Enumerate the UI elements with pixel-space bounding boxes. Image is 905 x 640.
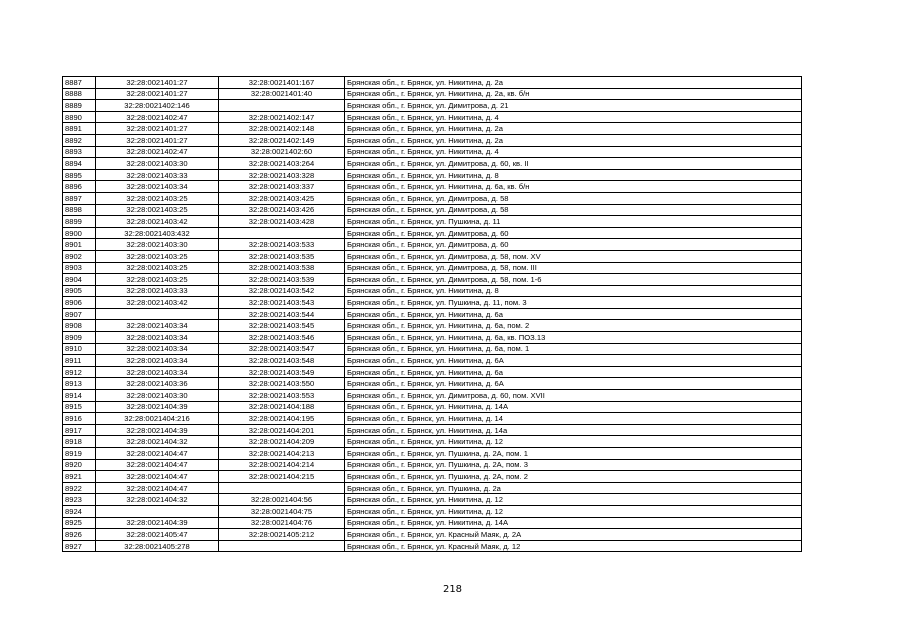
row-number-cell: 8897 <box>63 192 96 204</box>
table-row <box>63 413 802 425</box>
address-cell: Брянская обл., г. Брянск, ул. Димитрова, д. 60 <box>345 227 802 239</box>
table-row <box>63 100 802 112</box>
parent-cadastral-number-cell: 32:28:0021403:432 <box>96 227 219 239</box>
object-cadastral-number-cell: 32:28:0021404:213 <box>219 448 345 460</box>
object-cadastral-number-cell: 32:28:0021403:544 <box>219 308 345 320</box>
parent-cadastral-number-cell: 32:28:0021403:30 <box>96 390 219 402</box>
table-row <box>63 250 802 262</box>
object-cadastral-number-cell: 32:28:0021403:425 <box>219 192 345 204</box>
parent-cadastral-number-cell: 32:28:0021405:278 <box>96 540 219 552</box>
address-cell: Брянская обл., г. Брянск, ул. Димитрова, д. 58, пом. III <box>345 262 802 274</box>
address-cell: Брянская обл., г. Брянск, ул. Никитина, д. 8 <box>345 169 802 181</box>
parent-cadastral-number-cell: 32:28:0021403:34 <box>96 366 219 378</box>
object-cadastral-number-cell: 32:28:0021403:553 <box>219 390 345 402</box>
table-row <box>63 77 802 89</box>
parent-cadastral-number-cell: 32:28:0021403:34 <box>96 355 219 367</box>
address-cell: Брянская обл., г. Брянск, ул. Никитина, д. 6а, кв. б/н <box>345 181 802 193</box>
parent-cadastral-number-cell: 32:28:0021402:47 <box>96 146 219 158</box>
object-cadastral-number-cell: 32:28:0021403:550 <box>219 378 345 390</box>
address-cell: Брянская обл., г. Брянск, ул. Красный Маяк, д. 2А <box>345 529 802 541</box>
parent-cadastral-number-cell: 32:28:0021403:33 <box>96 169 219 181</box>
row-number-cell: 8903 <box>63 262 96 274</box>
object-cadastral-number-cell: 32:28:0021403:542 <box>219 285 345 297</box>
object-cadastral-number-cell: 32:28:0021403:264 <box>219 158 345 170</box>
object-cadastral-number-cell: 32:28:0021402:60 <box>219 146 345 158</box>
table-row <box>63 297 802 309</box>
address-cell: Брянская обл., г. Брянск, ул. Никитина, д. 6а, кв. ПОЗ.13 <box>345 332 802 344</box>
address-cell: Брянская обл., г. Брянск, ул. Димитрова, д. 21 <box>345 100 802 112</box>
table-row <box>63 494 802 506</box>
table-row <box>63 517 802 529</box>
row-number-cell: 8895 <box>63 169 96 181</box>
address-cell: Брянская обл., г. Брянск, ул. Никитина, д. 14а <box>345 424 802 436</box>
parent-cadastral-number-cell: 32:28:0021404:47 <box>96 471 219 483</box>
table-row <box>63 459 802 471</box>
address-cell: Брянская обл., г. Брянск, ул. Димитрова, д. 58 <box>345 204 802 216</box>
address-cell: Брянская обл., г. Брянск, ул. Никитина, д. 12 <box>345 494 802 506</box>
object-cadastral-number-cell: 32:28:0021402:148 <box>219 123 345 135</box>
table-row <box>63 158 802 170</box>
table-row <box>63 262 802 274</box>
address-cell: Брянская обл., г. Брянск, ул. Пушкина, д. 2А, пом. 2 <box>345 471 802 483</box>
parent-cadastral-number-cell: 32:28:0021402:146 <box>96 100 219 112</box>
parent-cadastral-number-cell: 32:28:0021403:36 <box>96 378 219 390</box>
table-row <box>63 111 802 123</box>
table-row <box>63 482 802 494</box>
table-row <box>63 204 802 216</box>
parent-cadastral-number-cell: 32:28:0021403:42 <box>96 297 219 309</box>
row-number-cell: 8889 <box>63 100 96 112</box>
row-number-cell: 8905 <box>63 285 96 297</box>
table-row <box>63 216 802 228</box>
parent-cadastral-number-cell <box>96 505 219 517</box>
parent-cadastral-number-cell: 32:28:0021404:32 <box>96 494 219 506</box>
table-row <box>63 181 802 193</box>
row-number-cell: 8915 <box>63 401 96 413</box>
row-number-cell: 8887 <box>63 77 96 89</box>
table-row <box>63 505 802 517</box>
object-cadastral-number-cell: 32:28:0021403:328 <box>219 169 345 181</box>
table-row <box>63 343 802 355</box>
row-number-cell: 8909 <box>63 332 96 344</box>
table-row <box>63 355 802 367</box>
object-cadastral-number-cell: 32:28:0021403:535 <box>219 250 345 262</box>
parent-cadastral-number-cell: 32:28:0021403:42 <box>96 216 219 228</box>
address-cell: Брянская обл., г. Брянск, ул. Пушкина, д. 2А, пом. 3 <box>345 459 802 471</box>
row-number-cell: 8917 <box>63 424 96 436</box>
row-number-cell: 8898 <box>63 204 96 216</box>
table-row <box>63 192 802 204</box>
row-number-cell: 8904 <box>63 274 96 286</box>
parent-cadastral-number-cell: 32:28:0021403:25 <box>96 204 219 216</box>
address-cell: Брянская обл., г. Брянск, ул. Никитина, д. 4 <box>345 146 802 158</box>
parent-cadastral-number-cell: 32:28:0021403:34 <box>96 181 219 193</box>
row-number-cell: 8890 <box>63 111 96 123</box>
address-cell: Брянская обл., г. Брянск, ул. Никитина, д. 2а, кв. б/н <box>345 88 802 100</box>
address-cell: Брянская обл., г. Брянск, ул. Пушкина, д. 2а <box>345 482 802 494</box>
table-row <box>63 540 802 552</box>
row-number-cell: 8899 <box>63 216 96 228</box>
parent-cadastral-number-cell: 32:28:0021404:39 <box>96 401 219 413</box>
object-cadastral-number-cell: 32:28:0021405:212 <box>219 529 345 541</box>
row-number-cell: 8907 <box>63 308 96 320</box>
address-cell: Брянская обл., г. Брянск, ул. Никитина, д. 14А <box>345 401 802 413</box>
row-number-cell: 8911 <box>63 355 96 367</box>
object-cadastral-number-cell <box>219 540 345 552</box>
registry-table <box>62 76 802 552</box>
table-row <box>63 134 802 146</box>
parent-cadastral-number-cell <box>96 308 219 320</box>
parent-cadastral-number-cell: 32:28:0021401:27 <box>96 88 219 100</box>
address-cell: Брянская обл., г. Брянск, ул. Димитрова, д. 58, пом. 1-6 <box>345 274 802 286</box>
row-number-cell: 8914 <box>63 390 96 402</box>
object-cadastral-number-cell: 32:28:0021404:56 <box>219 494 345 506</box>
row-number-cell: 8891 <box>63 123 96 135</box>
row-number-cell: 8924 <box>63 505 96 517</box>
table-row <box>63 332 802 344</box>
table-row <box>63 88 802 100</box>
row-number-cell: 8894 <box>63 158 96 170</box>
parent-cadastral-number-cell: 32:28:0021404:47 <box>96 482 219 494</box>
row-number-cell: 8900 <box>63 227 96 239</box>
parent-cadastral-number-cell: 32:28:0021405:47 <box>96 529 219 541</box>
object-cadastral-number-cell: 32:28:0021403:337 <box>219 181 345 193</box>
parent-cadastral-number-cell: 32:28:0021404:39 <box>96 424 219 436</box>
row-number-cell: 8925 <box>63 517 96 529</box>
table-row <box>63 436 802 448</box>
address-cell: Брянская обл., г. Брянск, ул. Никитина, д. 2а <box>345 77 802 89</box>
object-cadastral-number-cell <box>219 100 345 112</box>
address-cell: Брянская обл., г. Брянск, ул. Никитина, д. 8 <box>345 285 802 297</box>
page-number: 218 <box>442 584 463 595</box>
address-cell: Брянская обл., г. Брянск, ул. Никитина, д. 2а <box>345 123 802 135</box>
row-number-cell: 8919 <box>63 448 96 460</box>
table-row <box>63 471 802 483</box>
table-row <box>63 123 802 135</box>
row-number-cell: 8912 <box>63 366 96 378</box>
parent-cadastral-number-cell: 32:28:0021403:25 <box>96 274 219 286</box>
table-row <box>63 424 802 436</box>
row-number-cell: 8913 <box>63 378 96 390</box>
address-cell: Брянская обл., г. Брянск, ул. Никитина, д. 6А <box>345 355 802 367</box>
parent-cadastral-number-cell: 32:28:0021404:216 <box>96 413 219 425</box>
object-cadastral-number-cell: 32:28:0021403:539 <box>219 274 345 286</box>
parent-cadastral-number-cell: 32:28:0021401:27 <box>96 123 219 135</box>
object-cadastral-number-cell: 32:28:0021404:195 <box>219 413 345 425</box>
object-cadastral-number-cell <box>219 227 345 239</box>
parent-cadastral-number-cell: 32:28:0021404:47 <box>96 459 219 471</box>
table-row <box>63 274 802 286</box>
table-row <box>63 239 802 251</box>
parent-cadastral-number-cell: 32:28:0021401:27 <box>96 134 219 146</box>
address-cell: Брянская обл., г. Брянск, ул. Никитина, д. 14 <box>345 413 802 425</box>
object-cadastral-number-cell: 32:28:0021403:548 <box>219 355 345 367</box>
row-number-cell: 8921 <box>63 471 96 483</box>
parent-cadastral-number-cell: 32:28:0021403:34 <box>96 320 219 332</box>
row-number-cell: 8916 <box>63 413 96 425</box>
address-cell: Брянская обл., г. Брянск, ул. Никитина, д. 12 <box>345 436 802 448</box>
address-cell: Брянская обл., г. Брянск, ул. Никитина, д. 12 <box>345 505 802 517</box>
object-cadastral-number-cell: 32:28:0021403:426 <box>219 204 345 216</box>
table-row <box>63 529 802 541</box>
row-number-cell: 8927 <box>63 540 96 552</box>
table-row <box>63 378 802 390</box>
registry-table-body <box>63 77 802 552</box>
address-cell: Брянская обл., г. Брянск, ул. Красный Маяк, д. 12 <box>345 540 802 552</box>
address-cell: Брянская обл., г. Брянск, ул. Пушкина, д. 2А, пом. 1 <box>345 448 802 460</box>
parent-cadastral-number-cell: 32:28:0021403:25 <box>96 192 219 204</box>
object-cadastral-number-cell: 32:28:0021403:538 <box>219 262 345 274</box>
object-cadastral-number-cell: 32:28:0021403:547 <box>219 343 345 355</box>
object-cadastral-number-cell: 32:28:0021403:428 <box>219 216 345 228</box>
table-row <box>63 308 802 320</box>
object-cadastral-number-cell: 32:28:0021404:214 <box>219 459 345 471</box>
row-number-cell: 8922 <box>63 482 96 494</box>
address-cell: Брянская обл., г. Брянск, ул. Димитрова, д. 60 <box>345 239 802 251</box>
object-cadastral-number-cell <box>219 482 345 494</box>
object-cadastral-number-cell: 32:28:0021404:215 <box>219 471 345 483</box>
parent-cadastral-number-cell: 32:28:0021403:30 <box>96 239 219 251</box>
object-cadastral-number-cell: 32:28:0021403:545 <box>219 320 345 332</box>
row-number-cell: 8923 <box>63 494 96 506</box>
object-cadastral-number-cell: 32:28:0021402:149 <box>219 134 345 146</box>
table-row <box>63 227 802 239</box>
address-cell: Брянская обл., г. Брянск, ул. Димитрова, д. 60, кв. II <box>345 158 802 170</box>
row-number-cell: 8902 <box>63 250 96 262</box>
parent-cadastral-number-cell: 32:28:0021403:34 <box>96 332 219 344</box>
parent-cadastral-number-cell: 32:28:0021401:27 <box>96 77 219 89</box>
address-cell: Брянская обл., г. Брянск, ул. Пушкина, д. 11 <box>345 216 802 228</box>
row-number-cell: 8892 <box>63 134 96 146</box>
parent-cadastral-number-cell: 32:28:0021403:34 <box>96 343 219 355</box>
address-cell: Брянская обл., г. Брянск, ул. Никитина, д. 6а <box>345 366 802 378</box>
address-cell: Брянская обл., г. Брянск, ул. Никитина, д. 6а, пом. 2 <box>345 320 802 332</box>
address-cell: Брянская обл., г. Брянск, ул. Димитрова, д. 60, пом. XVII <box>345 390 802 402</box>
object-cadastral-number-cell: 32:28:0021404:76 <box>219 517 345 529</box>
address-cell: Брянская обл., г. Брянск, ул. Никитина, д. 6а, пом. 1 <box>345 343 802 355</box>
object-cadastral-number-cell: 32:28:0021404:188 <box>219 401 345 413</box>
parent-cadastral-number-cell: 32:28:0021404:39 <box>96 517 219 529</box>
table-row <box>63 320 802 332</box>
table-row <box>63 390 802 402</box>
address-cell: Брянская обл., г. Брянск, ул. Пушкина, д. 11, пом. 3 <box>345 297 802 309</box>
row-number-cell: 8908 <box>63 320 96 332</box>
parent-cadastral-number-cell: 32:28:0021403:30 <box>96 158 219 170</box>
parent-cadastral-number-cell: 32:28:0021403:33 <box>96 285 219 297</box>
row-number-cell: 8906 <box>63 297 96 309</box>
object-cadastral-number-cell: 32:28:0021404:201 <box>219 424 345 436</box>
row-number-cell: 8893 <box>63 146 96 158</box>
parent-cadastral-number-cell: 32:28:0021404:47 <box>96 448 219 460</box>
address-cell: Брянская обл., г. Брянск, ул. Никитина, д. 6А <box>345 378 802 390</box>
address-cell: Брянская обл., г. Брянск, ул. Никитина, д. 4 <box>345 111 802 123</box>
row-number-cell: 8926 <box>63 529 96 541</box>
table-row <box>63 146 802 158</box>
row-number-cell: 8888 <box>63 88 96 100</box>
parent-cadastral-number-cell: 32:28:0021403:25 <box>96 262 219 274</box>
object-cadastral-number-cell: 32:28:0021401:167 <box>219 77 345 89</box>
object-cadastral-number-cell: 32:28:0021403:549 <box>219 366 345 378</box>
object-cadastral-number-cell: 32:28:0021404:209 <box>219 436 345 448</box>
table-row <box>63 401 802 413</box>
object-cadastral-number-cell: 32:28:0021403:546 <box>219 332 345 344</box>
object-cadastral-number-cell: 32:28:0021403:533 <box>219 239 345 251</box>
object-cadastral-number-cell: 32:28:0021403:543 <box>219 297 345 309</box>
address-cell: Брянская обл., г. Брянск, ул. Никитина, д. 14А <box>345 517 802 529</box>
address-cell: Брянская обл., г. Брянск, ул. Димитрова, д. 58 <box>345 192 802 204</box>
row-number-cell: 8918 <box>63 436 96 448</box>
table-row <box>63 169 802 181</box>
table-row <box>63 448 802 460</box>
table-row <box>63 285 802 297</box>
row-number-cell: 8901 <box>63 239 96 251</box>
object-cadastral-number-cell: 32:28:0021401:40 <box>219 88 345 100</box>
row-number-cell: 8910 <box>63 343 96 355</box>
parent-cadastral-number-cell: 32:28:0021404:32 <box>96 436 219 448</box>
row-number-cell: 8896 <box>63 181 96 193</box>
address-cell: Брянская обл., г. Брянск, ул. Никитина, д. 2а <box>345 134 802 146</box>
object-cadastral-number-cell: 32:28:0021404:75 <box>219 505 345 517</box>
object-cadastral-number-cell: 32:28:0021402:147 <box>219 111 345 123</box>
row-number-cell: 8920 <box>63 459 96 471</box>
table-row <box>63 366 802 378</box>
address-cell: Брянская обл., г. Брянск, ул. Димитрова, д. 58, пом. XV <box>345 250 802 262</box>
parent-cadastral-number-cell: 32:28:0021402:47 <box>96 111 219 123</box>
parent-cadastral-number-cell: 32:28:0021403:25 <box>96 250 219 262</box>
address-cell: Брянская обл., г. Брянск, ул. Никитина, д. 6а <box>345 308 802 320</box>
